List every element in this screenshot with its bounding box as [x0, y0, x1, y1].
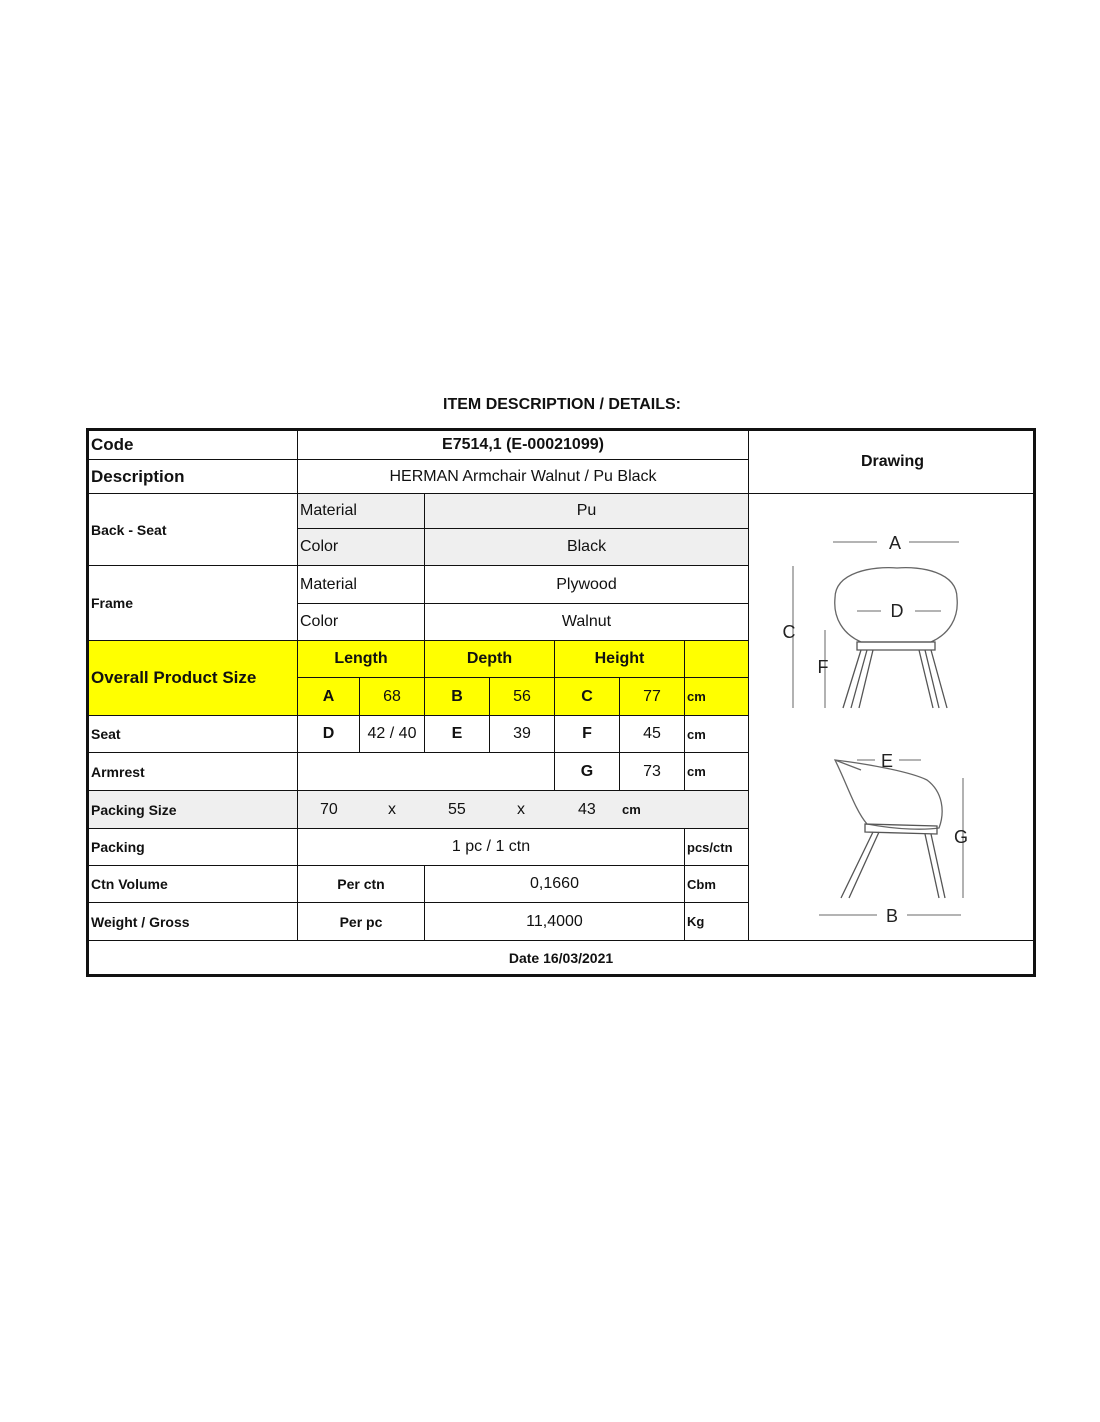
overall-unit: cm: [685, 678, 749, 716]
back-seat-material-label: Material: [298, 494, 425, 529]
frame-material-label: Material: [298, 566, 425, 604]
frame-material: Plywood: [425, 566, 749, 604]
packing-label: Packing: [89, 829, 298, 866]
dim-b-label: B: [425, 678, 490, 716]
ctn-volume-unit: Cbm: [685, 866, 749, 903]
spec-sheet: [86, 428, 1036, 977]
dim-a-marker: A: [888, 533, 902, 553]
dim-c-value: 77: [620, 678, 685, 716]
ctn-volume-per: Per ctn: [298, 866, 425, 903]
drawing-label: Drawing: [749, 431, 1036, 494]
seat-label: Seat: [89, 716, 298, 753]
packing-size-row: [298, 791, 749, 829]
dim-c-label: C: [555, 678, 620, 716]
packing-length: 70: [320, 801, 338, 818]
length-header: Length: [298, 641, 425, 678]
code-label: Code: [89, 431, 298, 460]
packing-height: 43: [578, 801, 596, 818]
packing-size-label: Packing Size: [89, 791, 298, 829]
dim-e-marker: E: [880, 751, 894, 771]
overall-size-label: Overall Product Size: [89, 641, 298, 716]
height-header: Height: [555, 641, 685, 678]
dim-d-value: 42 / 40: [360, 716, 425, 753]
weight-value: 11,4000: [425, 903, 685, 941]
code-value: E7514,1 (E-00021099): [298, 431, 749, 460]
front-view: [783, 533, 960, 708]
armrest-blank: [298, 753, 555, 791]
page-title: ITEM DESCRIPTION / DETAILS:: [443, 396, 681, 413]
frame-color: Walnut: [425, 604, 749, 641]
dim-e-label: E: [425, 716, 490, 753]
unit-header-blank: [685, 641, 749, 678]
dim-a-value: 68: [360, 678, 425, 716]
chair-drawing: [749, 494, 1036, 940]
back-seat-label: Back - Seat: [89, 494, 298, 566]
back-seat-color: Black: [425, 529, 749, 566]
dim-c-marker: C: [782, 622, 796, 642]
weight-label: Weight / Gross: [89, 903, 298, 941]
armrest-label: Armrest: [89, 753, 298, 791]
depth-header: Depth: [425, 641, 555, 678]
packing-x-1: x: [388, 801, 396, 818]
dim-b-marker: B: [885, 906, 899, 926]
ctn-volume-label: Ctn Volume: [89, 866, 298, 903]
weight-per: Per pc: [298, 903, 425, 941]
dim-e-value: 39: [490, 716, 555, 753]
seat-unit: cm: [685, 716, 749, 753]
dim-g-value: 73: [620, 753, 685, 791]
packing-width: 55: [448, 801, 466, 818]
packing-x-2: x: [517, 801, 525, 818]
back-seat-material: Pu: [425, 494, 749, 529]
dim-f-value: 45: [620, 716, 685, 753]
packing-unit: pcs/ctn: [685, 829, 749, 866]
dim-g-marker: G: [953, 827, 969, 847]
description-label: Description: [89, 460, 298, 494]
dim-f-marker: F: [817, 657, 829, 677]
packing-value: 1 pc / 1 ctn: [298, 829, 685, 866]
weight-unit: Kg: [685, 903, 749, 941]
footer-date: Date 16/03/2021: [508, 949, 614, 966]
frame-color-label: Color: [298, 604, 425, 641]
dim-f-label: F: [555, 716, 620, 753]
side-view: [819, 751, 968, 926]
dim-d-marker: D: [890, 601, 904, 621]
description-value: HERMAN Armchair Walnut / Pu Black: [298, 460, 749, 494]
ctn-volume-value: 0,1660: [425, 866, 685, 903]
packing-size-unit: cm: [622, 802, 641, 817]
dim-b-value: 56: [490, 678, 555, 716]
dim-d-label: D: [298, 716, 360, 753]
back-seat-color-label: Color: [298, 529, 425, 566]
frame-label: Frame: [89, 566, 298, 641]
armrest-unit: cm: [685, 753, 749, 791]
dim-a-label: A: [298, 678, 360, 716]
dim-g-label: G: [555, 753, 620, 791]
